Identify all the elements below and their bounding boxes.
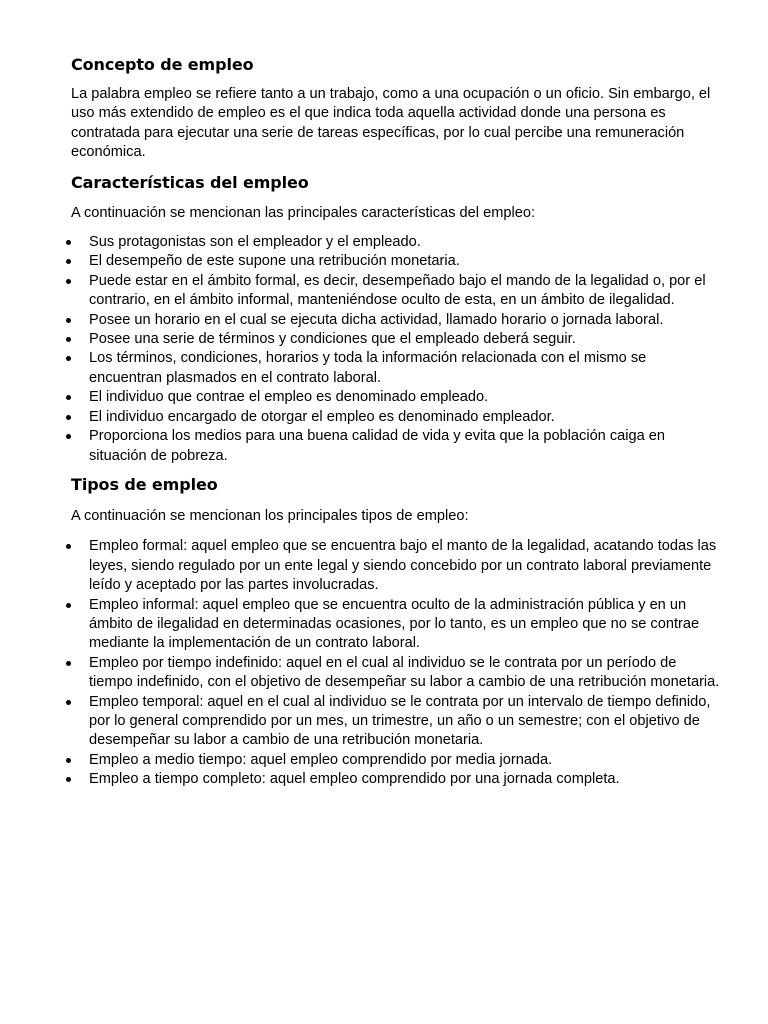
heading-concepto-de-empleo: Concepto de empleo	[71, 55, 254, 74]
list-item-tipo: Empleo informal: aquel empleo que se encuentra oculto de la administración pública y en un ámbito de ilegalidad en determinadas ocasiones, por lo tanto, es un empleo que no se contrae mediante la implementación de un contrato laboral.	[71, 596, 721, 654]
paragraph-concepto: La palabra empleo se refiere tanto a un trabajo, como a una ocupación o un oficio. Sin embargo, el uso más extendido de empleo es el que indica toda aquella actividad donde una persona es contratada para ejecutar una serie de tareas específicas, por lo cual percibe una remuneración económica.	[71, 86, 711, 161]
list-item-caracteristica: El individuo encargado de otorgar el empleo es denominado empleador.	[71, 408, 721, 427]
list-tipos	[71, 537, 721, 789]
list-item-tipo: Empleo a tiempo completo: aquel empleo comprendido por una jornada completa.	[71, 770, 721, 789]
list-item-caracteristica: Posee una serie de términos y condiciones que el empleado deberá seguir.	[71, 330, 721, 349]
list-item-tipo: Empleo temporal: aquel en el cual al individuo se le contrata por un intervalo de tiempo definido, por lo general comprendido por un mes, un trimestre, un año o un semestre; con el objetivo de desempeñar su labor a cambio de una retribución monetaria.	[71, 693, 721, 751]
paragraph-tipos-intro: A continuación se mencionan los principales tipos de empleo:	[71, 507, 469, 524]
list-item-caracteristica: El desempeño de este supone una retribución monetaria.	[71, 252, 721, 271]
heading-caracteristicas-del-empleo: Características del empleo	[71, 172, 309, 192]
paragraph-caracteristicas-intro: A continuación se mencionan las principales características del empleo:	[71, 204, 536, 221]
list-item-tipo: Empleo formal: aquel empleo que se encuentra bajo el manto de la legalidad, acatando todas las leyes, siendo regulado por un ente legal y siendo concebido por un contrato laboral previamente leído y aceptado por las partes involucradas.	[71, 537, 721, 595]
list-item-tipo: Empleo a medio tiempo: aquel empleo comprendido por media jornada.	[71, 751, 721, 770]
list-item-caracteristica: Puede estar en el ámbito formal, es decir, desempeñado bajo el mando de la legalidad o, por el contrario, en el ámbito informal, manteniéndose oculto de esta, en un ámbito de ilegalidad.	[71, 272, 721, 311]
list-item-caracteristica: Los términos, condiciones, horarios y toda la información relacionada con el mismo se encuentran plasmados en el contrato laboral.	[71, 349, 721, 388]
list-item-caracteristica: Posee un horario en el cual se ejecuta dicha actividad, llamado horario o jornada laboral.	[71, 311, 721, 330]
heading-tipos-de-empleo: Tipos de empleo	[71, 474, 218, 494]
document-page	[71, 54, 721, 790]
list-item-caracteristica: Proporciona los medios para una buena calidad de vida y evita que la población caiga en situación de pobreza.	[71, 427, 721, 466]
list-item-caracteristica: El individuo que contrae el empleo es denominado empleado.	[71, 388, 721, 407]
list-item-caracteristica: Sus protagonistas son el empleador y el empleado.	[71, 233, 721, 252]
list-item-tipo: Empleo por tiempo indefinido: aquel en el cual al individuo se le contrata por un período de tiempo indefinido, con el objetivo de desempeñar su labor a cambio de una retribución monetaria.	[71, 654, 721, 693]
list-caracteristicas	[71, 233, 721, 466]
